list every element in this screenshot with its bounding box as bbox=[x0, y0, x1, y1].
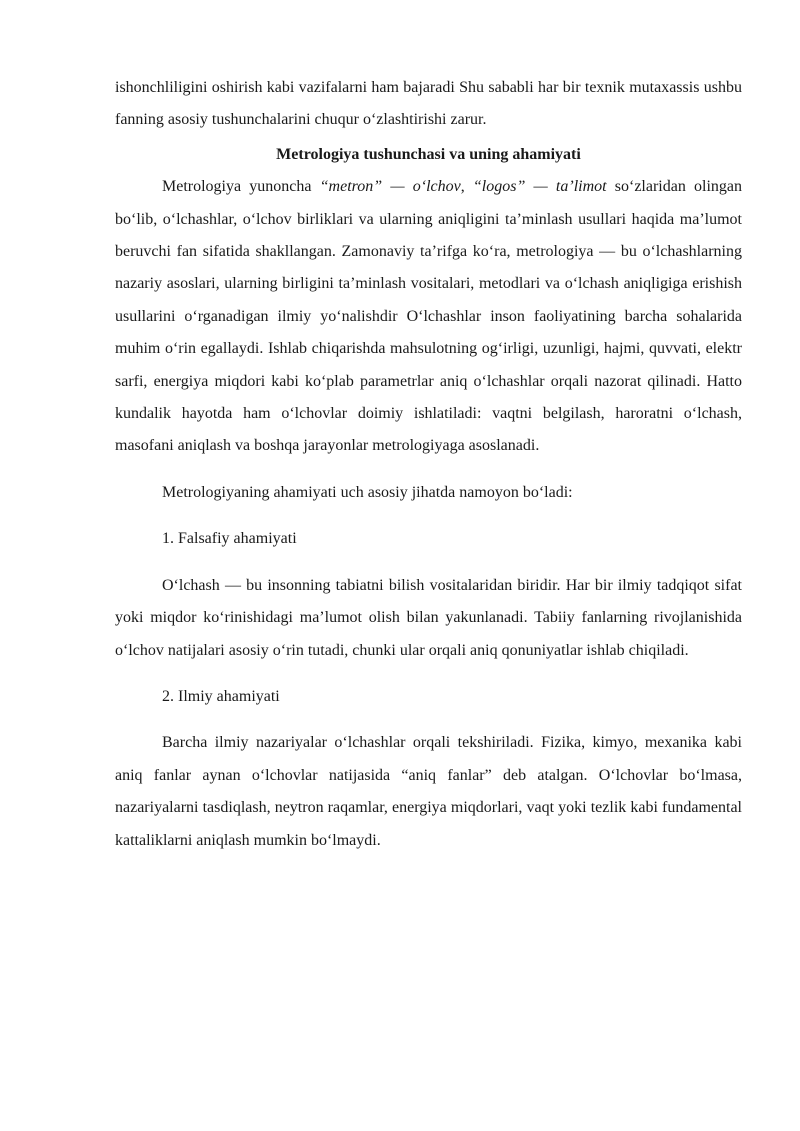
section-heading: Metrologiya tushunchasi va uning ahamiyati bbox=[276, 145, 581, 163]
intro-paragraph: ishonchliligini oshirish kabi vazifalarni ham bajaradi Shu sababli har bir texnik mutaxassis ushbu fanning asosiy tushunchalarini chuqur o‘zlashtirishi zarur. bbox=[115, 79, 742, 129]
definition-lead: Metrologiya yunoncha bbox=[162, 178, 320, 196]
document-page bbox=[115, 72, 742, 857]
definition-term-logos: “logos” — ta’limot bbox=[472, 178, 607, 196]
item-title-philosophical: 1. Falsafiy ahamiyati bbox=[162, 530, 297, 548]
item-text-philosophical: O‘lchash — bu insonning tabiatni bilish vositalaridan biridir. Har bir ilmiy tadqiqot sifat yoki miqdor ko‘rinishidagi ma’lumot olish bilan yakunlanadi. Tabiiy fanlarning rivojlanishida o‘lchov natijalari asosiy o‘rin tutadi, chunki ular orqali aniq qonuniyatlar ishlab chiqiladi. bbox=[115, 576, 742, 659]
definition-paragraph bbox=[115, 171, 742, 463]
definition-separator: , bbox=[460, 178, 473, 196]
item-title-scientific: 2. Ilmiy ahamiyati bbox=[162, 687, 280, 705]
definition-rest: so‘zlaridan olingan bo‘lib, o‘lchashlar, o‘lchov birliklari va ularning aniqligini ta’minlash usullari haqida ma’lumot beruvchi fan sifatida shakllangan. Zamonaviy ta’rifga ko‘ra, metrologiya — bu o‘lchashlarning nazariy asoslari, ularning birligini ta’minlash vositalari, metodlari va o‘lchash aniqligiga erishish usullarini o‘rganadigan ilmiy yo‘nalishdir O‘lchashlar inson faoliyatining barcha sohalarida muhim o‘rin egallaydi. Ishlab chiqarishda mahsulotning og‘irligi, uzunligi, hajmi, quvvati, elektr sarfi, energiya miqdori kabi ko‘plab parametrlar aniq o‘lchashlar orqali nazorat qilinadi. Hatto kundalik hayotda ham o‘lchovlar doimiy ishlatiladi: vaqtni belgilash, haroratni o‘lchash, masofani aniqlash va boshqa jarayonlar metrologiyaga asoslanadi. bbox=[115, 178, 743, 455]
item-text-scientific: Barcha ilmiy nazariyalar o‘lchashlar orqali tekshiriladi. Fizika, kimyo, mexanika kabi aniq fanlar aynan o‘lchovlar natijasida “aniq fanlar” deb atalgan. O‘lchovlar bo‘lmasa, nazariyalarni tasdiqlash, neytron raqamlar, energiya miqdorlari, vaqt yoki tezlik kabi fundamental kattaliklarni aniqlash mumkin bo‘lmaydi. bbox=[115, 734, 742, 849]
definition-term-metron: “metron” — o‘lchov bbox=[319, 178, 461, 196]
importance-intro: Metrologiyaning ahamiyati uch asosiy jihatda namoyon bo‘ladi: bbox=[162, 483, 573, 501]
